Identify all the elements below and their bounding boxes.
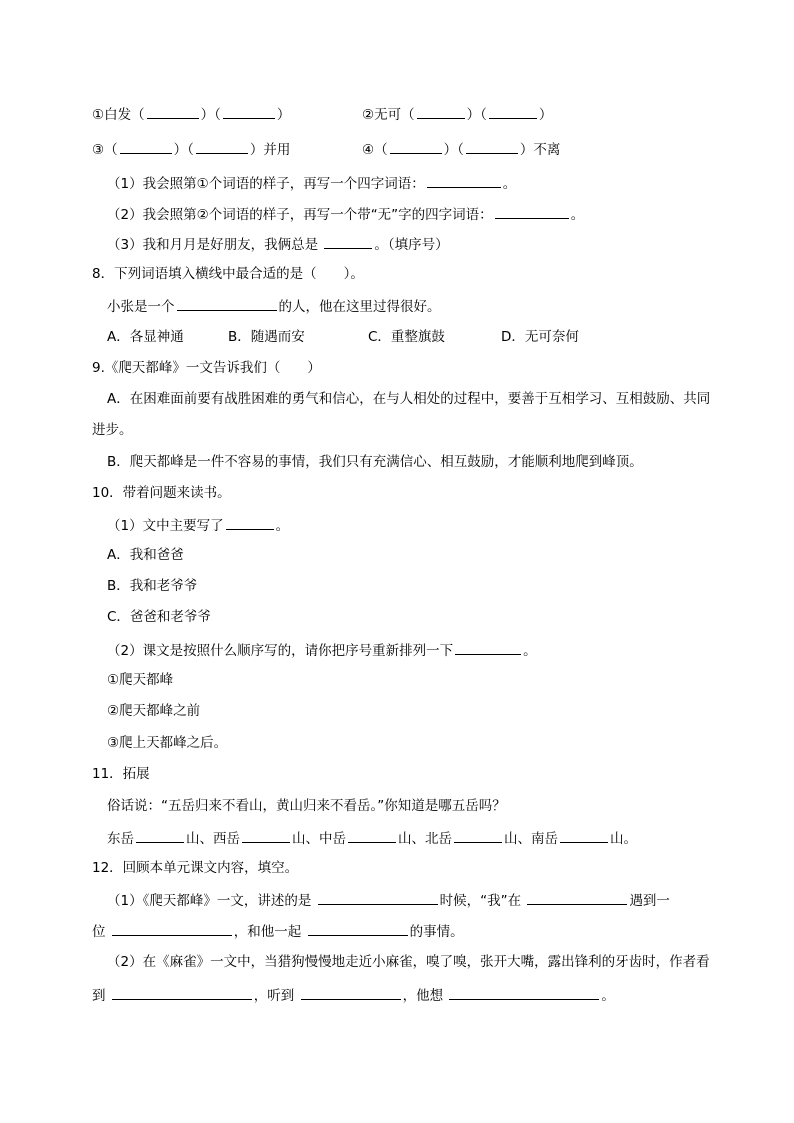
sub-text: 遇到一 <box>629 893 670 909</box>
q10-sub-2 <box>107 640 537 660</box>
blank[interactable] <box>527 890 627 905</box>
period: 。 <box>502 176 517 192</box>
paren: ）（ <box>443 142 464 158</box>
blank[interactable] <box>136 828 184 843</box>
paren: ） <box>276 107 291 123</box>
option-c[interactable]: C．重整旗鼓 <box>368 329 445 345</box>
blank[interactable] <box>348 828 396 843</box>
sentence-end: 的人，他在这里过得很好。 <box>278 299 441 315</box>
q7-row-1 <box>92 104 553 124</box>
blank[interactable] <box>120 139 172 154</box>
option-a[interactable]: A．各显神通 <box>107 329 184 345</box>
q10-title: 10．带着问题来读书。 <box>92 485 231 501</box>
q9-option-b[interactable]: B．爬天都峰是一件不容易的事情，我们只有充满信心、相互鼓励，才能顺利地爬到峰顶。 <box>107 454 643 470</box>
q7-row-2 <box>92 139 561 159</box>
sub-text: （1）我会照第①个词语的样子，再写一个四字词语： <box>107 176 425 192</box>
option-d[interactable]: D．无可奈何 <box>501 329 579 345</box>
blank[interactable] <box>196 139 248 154</box>
sub-text: ，他想 <box>402 988 444 1004</box>
blank[interactable] <box>390 139 442 154</box>
q7-sub-2 <box>107 204 584 224</box>
q12-sub-1 <box>107 890 670 910</box>
word-3-prefix: ③（ <box>92 142 118 158</box>
blank[interactable] <box>489 104 537 119</box>
period: 。 <box>601 988 615 1004</box>
paren: ）（ <box>200 107 221 123</box>
word-1-prefix: ①白发（ <box>92 107 145 123</box>
sub-text: 到 <box>92 988 106 1004</box>
blank[interactable] <box>223 104 275 119</box>
word-4-prefix: ④（ <box>362 142 388 158</box>
sub-text: （1）文中主要写了 <box>107 518 224 534</box>
blank[interactable] <box>560 828 608 843</box>
sub-text: 的事情。 <box>409 924 464 940</box>
word-3-suffix: ）并用 <box>249 142 291 158</box>
q8-sentence <box>107 296 441 316</box>
q12-sub-2: （2）在《麻雀》一文中，当猎狗慢慢地走近小麻雀，嗅了嗅，张开大嘴，露出锋利的牙齿时，作者看 <box>107 954 710 970</box>
q10-option-b[interactable]: B．我和老爷爷 <box>107 578 198 594</box>
q9-option-a[interactable]: A．在困难面前要有战胜困难的勇气和信心，在与人相处的过程中，要善于互相学习、互相鼓励、共同 <box>107 391 711 407</box>
blank[interactable] <box>455 640 521 655</box>
q9-option-a-cont: 进步。 <box>92 422 133 438</box>
blank[interactable] <box>318 890 438 905</box>
mountain-label: 山、北岳 <box>398 831 452 847</box>
q11-blanks <box>107 828 637 848</box>
q11-quote: 俗话说：“五岳归来不看山，黄山归来不看岳。”你知道是哪五岳吗？ <box>107 798 506 814</box>
mountain-label: 山。 <box>610 831 637 847</box>
q12-sub-2-cont <box>92 985 615 1005</box>
blank[interactable] <box>454 828 502 843</box>
sub-text: （2）课文是按照什么顺序写的，请你把序号重新排列一下 <box>107 643 454 659</box>
q10-item-1: ①爬天都峰 <box>107 672 174 688</box>
sub-text: 位 <box>92 924 106 940</box>
q12-sub-1-cont <box>92 921 464 941</box>
blank[interactable] <box>177 296 277 311</box>
blank[interactable] <box>242 828 290 843</box>
q10-item-3: ③爬上天都峰之后。 <box>107 735 228 751</box>
blank[interactable] <box>301 985 401 1000</box>
q8-title: 8．下列词语填入横线中最合适的是（ ）。 <box>92 266 364 282</box>
blank[interactable] <box>495 204 569 219</box>
blank[interactable] <box>112 921 232 936</box>
blank[interactable] <box>466 139 518 154</box>
blank[interactable] <box>417 104 465 119</box>
q11-title: 11．拓展 <box>92 766 150 782</box>
mountain-label: 山、西岳 <box>186 831 240 847</box>
q10-option-c[interactable]: C．爸爸和老爷爷 <box>107 609 211 625</box>
sub-text: （3）我和月月是好朋友，我俩总是 <box>107 237 319 253</box>
mountain-label: 山、南岳 <box>504 831 558 847</box>
blank[interactable] <box>226 515 274 530</box>
blank[interactable] <box>324 234 372 249</box>
blank[interactable] <box>147 104 199 119</box>
option-b[interactable]: B．随遇而安 <box>228 329 305 345</box>
blank[interactable] <box>427 173 501 188</box>
mountain-label: 东岳 <box>107 831 134 847</box>
q10-item-2: ②爬天都峰之前 <box>107 703 201 719</box>
sub-text: （1）《爬天都峰》一文，讲述的是 <box>107 893 312 909</box>
paren: ）（ <box>466 107 487 123</box>
blank[interactable] <box>112 985 252 1000</box>
period: 。 <box>523 643 537 659</box>
word-4-suffix: ）不离 <box>519 142 561 158</box>
sub-text: 时候，“我”在 <box>439 893 522 909</box>
q12-title: 12．回顾本单元课文内容，填空。 <box>92 860 299 876</box>
q7-sub-3 <box>107 234 449 254</box>
sub-text: ，听到 <box>253 988 295 1004</box>
word-2-prefix: ②无可（ <box>362 107 415 123</box>
q8-options <box>107 328 579 346</box>
q10-option-a[interactable]: A．我和爸爸 <box>107 547 184 563</box>
q9-title: 9.《爬天都峰》一文告诉我们（ ） <box>92 360 321 376</box>
blank[interactable] <box>308 921 408 936</box>
paren: ） <box>538 107 553 123</box>
sub-text: ，和他一起 <box>233 924 302 940</box>
period: 。 <box>570 207 585 223</box>
sub-text: （2）我会照第②个词语的样子，再写一个带“无”字的四字词语： <box>107 207 493 223</box>
sentence-start: 小张是一个 <box>107 299 175 315</box>
mountain-label: 山、中岳 <box>292 831 346 847</box>
sub-text-end: 。（填序号） <box>374 237 449 253</box>
q7-sub-1 <box>107 173 516 193</box>
blank[interactable] <box>449 985 599 1000</box>
q10-sub-1 <box>107 515 289 535</box>
period: 。 <box>275 518 290 534</box>
paren: ）（ <box>173 142 194 158</box>
